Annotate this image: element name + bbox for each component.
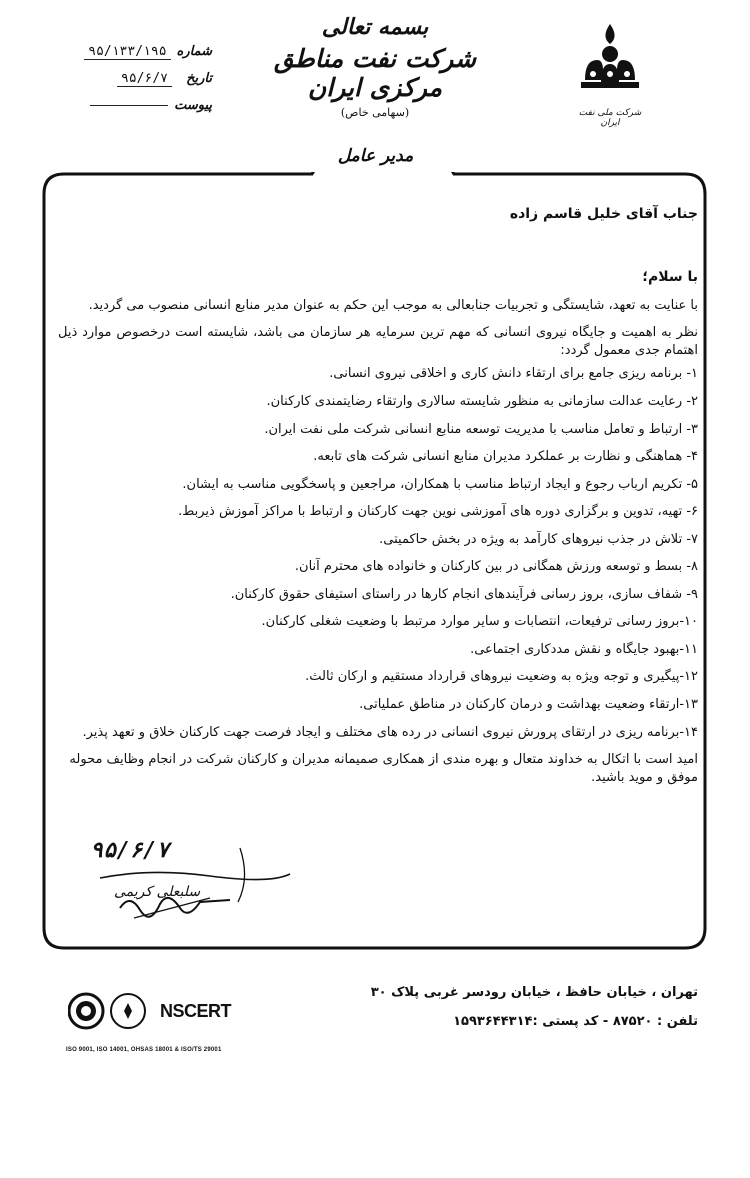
signatory-name: سلبعلی کریمی [114,884,201,900]
basmala: بسمه تعالی [321,14,429,40]
list-item: ۱۴-برنامه ریزی در ارتقای پرورش نیروی انسانی در رده های مختلف و ایجاد فرصت جهت کارکنان خلاق و تعهد پذیر. [82,724,698,740]
duties-list [58,365,698,741]
recipient: جناب آقای خلیل قاسم زاده [509,206,698,222]
list-item: ۱- برنامه ریزی جامع برای ارتقاء دانش کاری و اخلاقی نیروی انسانی. [329,366,698,382]
company-name: شرکت نفت مناطق مرکزی ایران [273,44,477,102]
phone-postal: تلفن : ۸۷۵۲۰ - کد پستی :۱۵۹۳۶۴۴۳۱۴ [453,1014,698,1029]
letter-date-row [52,65,212,92]
letter-date-label: تاریخ [186,71,212,86]
intro-paragraph: نظر به اهمیت و جایگاه نیروی انسانی که مهم ترین سرمایه هر سازمان می باشد، شایسته است درخصوص موارد ذیل اهتمام جدی معمول گردد: [58,325,698,358]
list-item: ۹- شفاف سازی، بروز رسانی فرآیندهای انجام کارها در راستای استیفای حقوق کارکنان. [230,586,698,602]
company-type: (سهامی خاص) [340,106,410,119]
greeting: با سلام؛ [642,268,698,285]
letter-attachment-row [52,92,212,119]
nioc-logo [570,20,650,128]
letter-number-label: شماره [176,44,212,59]
letter-number-row [52,38,212,65]
letter-meta [52,38,212,119]
iso-seal-icon [68,989,156,1033]
certification-logos [68,985,248,1043]
address: تهران ، خیابان حافظ ، خیابان رودسر غربی پلاک ۳۰ [370,985,698,1000]
signature-block [90,838,300,938]
footer-contact [338,985,698,1029]
letter-date-value: ۹۵/۶/۷ [117,71,172,87]
list-item: ۱۱-بهبود جایگاه و نقش مددکاری اجتماعی. [470,641,698,657]
list-item: ۵- تکریم ارباب رجوع و ایجاد ارتباط مناسب با همکاران، مراجعین و پاسخگویی مناسب به ایشان. [182,476,698,492]
office-title: مدیر عامل [337,146,414,166]
list-item: ۱۰-بروز رسانی ترفیعات، انتصابات و سایر موارد مرتبط با وضعیت شغلی کارکنان. [261,614,698,630]
cert-brand: NSCERT [160,1001,232,1021]
cert-standards: ISO 9001, ISO 14001, OHSAS 18001 & ISO/TS 29001 [66,1047,222,1053]
list-item: ۷- تلاش در جذب نیروهای کارآمد به ویژه در بخش حاکمیتی. [379,531,698,547]
letter-attachment-value [90,105,168,106]
appointment-paragraph: با عنایت به تعهد، شایستگی و تجربیات جنابعالی به موجب این حکم به عنوان مدیر منابع انسانی منصوب می گردید. [88,297,698,313]
handwritten-signature-icon [90,838,300,938]
list-item: ۱۳-ارتقاء وضعیت بهداشت و درمان کارکنان در مناطق عملیاتی. [359,696,698,712]
list-item: ۲- رعایت عدالت سازمانی به منظور شایسته سالاری وارتقاء رضایتمندی کارکنان. [266,393,698,409]
flame-logo-icon [575,20,645,102]
letter-number-value: ۹۵/۱۳۳/۱۹۵ [84,44,170,60]
list-item: ۶- تهیه، تدوین و برگزاری دوره های آموزشی نوین جهت کارکنان و ارتباط با مراکز آموزش ذیربط. [178,504,698,520]
letter-body [58,205,698,786]
letter-attachment-label: پیوست [174,98,212,113]
letterhead [250,14,500,119]
signature-date: ۹۵/۶/۷ [90,838,170,863]
list-item: ۸- بسط و توسعه ورزش همگانی در بین کارکنان و خانواده های محترم آنان. [294,559,698,575]
closing-paragraph: امید است با اتکال به خداوند متعال و بهره مندی از همکاری صمیمانه مدیران و کارکنان شرکت در انجام وظایف محوله موفق و موید باشید. [69,752,698,785]
list-item: ۴- هماهنگی و نظارت بر عملکرد مدیران منابع انسانی شرکت های تابعه. [313,449,698,465]
list-item: ۳- ارتباط و تعامل مناسب با مدیریت توسعه منابع انسانی شرکت ملی نفت ایران. [264,421,698,437]
logo-caption: شرکت ملی نفت ایران [578,108,642,128]
list-item: ۱۲-پیگیری و توجه ویژه به وضعیت نیروهای قرارداد مستقیم و ارکان ثالث. [305,669,698,685]
